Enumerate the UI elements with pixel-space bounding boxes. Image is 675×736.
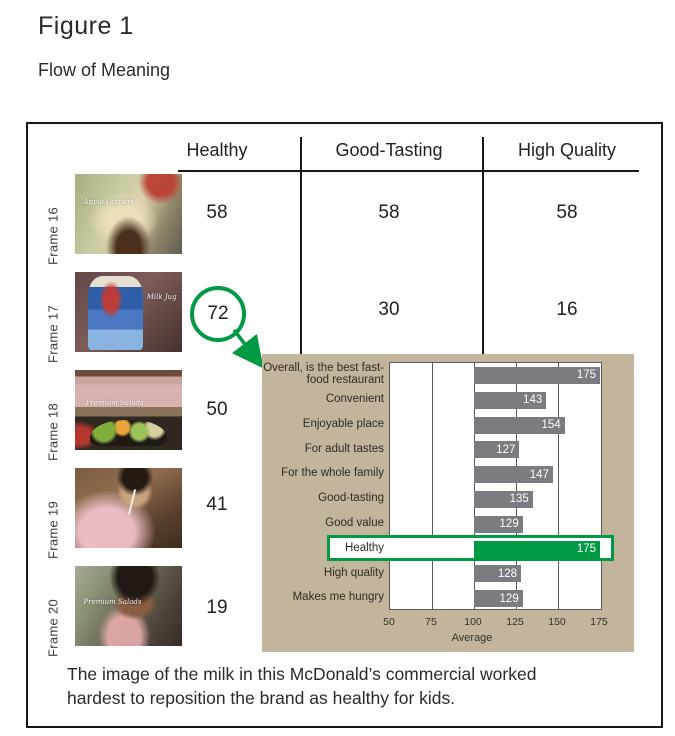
- photo-overlay-text: Premium Salads: [83, 598, 142, 606]
- header-underline: [178, 170, 639, 172]
- frame-label-18: Frame 18: [45, 402, 61, 462]
- caption-line-2: hardest to reposition the brand as healthy for kids.: [67, 688, 456, 708]
- frame-label-19: Frame 19: [45, 500, 61, 560]
- chart-bar-8: 128: [474, 565, 521, 582]
- cell-healthy-frame20: 19: [206, 597, 228, 618]
- photo-overlay-text: Milk Jug: [146, 292, 177, 301]
- chart-panel: [262, 354, 634, 652]
- chart-category-label-4: For the whole family: [281, 467, 384, 480]
- x-tick-125: 125: [506, 616, 524, 628]
- column-divider: [300, 137, 302, 354]
- cell-healthy-frame18: 50: [206, 399, 228, 420]
- chart-category-label-5: Good-tasting: [318, 492, 384, 505]
- column-header-high-quality: High Quality: [517, 140, 617, 160]
- chart-bar-4: 147: [474, 466, 553, 483]
- chart-category-label-0: Overall, is the best fast-food restaurant: [263, 361, 384, 387]
- frame-thumbnail-20: [75, 566, 182, 646]
- chart-bar-5: 135: [474, 491, 533, 508]
- cell-good-tasting-frame17: 30: [378, 299, 400, 320]
- frame-thumbnail-18: [75, 370, 182, 450]
- frame-thumbnail-17: [75, 272, 182, 352]
- frame-label-20: Frame 20: [45, 598, 61, 658]
- column-header-good-tasting: Good-Tasting: [335, 140, 443, 160]
- plot-area: [389, 362, 602, 610]
- caption-line-1: The image of the milk in this McDonald’s commercial worked: [67, 664, 537, 684]
- chart-category-label-7: Healthy: [345, 541, 384, 554]
- chart-category-label-9: Makes me hungry: [292, 591, 384, 604]
- x-tick-75: 75: [425, 616, 437, 628]
- photo-overlay-text: Apple Dippers: [83, 198, 135, 206]
- gridline-75: [432, 363, 433, 609]
- column-divider: [482, 137, 484, 354]
- photo-overlay-text: Premium Salads: [85, 398, 144, 407]
- x-tick-50: 50: [383, 616, 395, 628]
- salad-bowl: [90, 420, 167, 446]
- chart-bar-1: 143: [474, 392, 546, 409]
- chart-bar-7-highlighted: 175: [474, 541, 600, 558]
- chart-category-label-1: Convenient: [325, 392, 384, 405]
- chart-bar-3: 127: [474, 441, 519, 458]
- gridline-150: [558, 363, 559, 609]
- column-header-healthy: Healthy: [186, 140, 248, 160]
- cell-good-tasting-frame16: 58: [378, 202, 400, 223]
- chart-bar-9: 129: [474, 590, 523, 607]
- chart-bar-0: 175: [474, 367, 600, 384]
- cell-healthy-frame16: 58: [206, 202, 228, 223]
- frame-thumbnail-16: [75, 174, 182, 254]
- chart-category-label-3: For adult tastes: [304, 442, 384, 455]
- chart-category-label-2: Enjoyable place: [302, 417, 384, 430]
- figure-subtitle: Flow of Meaning: [38, 60, 171, 80]
- milk-jug-bottle: [88, 276, 144, 350]
- cell-high-quality-frame17: 16: [556, 299, 578, 320]
- circled-value: 72: [207, 303, 229, 324]
- cell-healthy-frame19: 41: [206, 494, 228, 515]
- cell-high-quality-frame16: 58: [556, 202, 578, 223]
- frame-label-17: Frame 17: [45, 304, 61, 364]
- figure-title: Figure 1: [38, 12, 134, 40]
- x-axis-title: Average: [451, 632, 493, 644]
- figure-box: [26, 122, 663, 728]
- chart-bar-2: 154: [474, 417, 565, 434]
- x-tick-175: 175: [590, 616, 608, 628]
- x-tick-100: 100: [464, 616, 482, 628]
- frame-label-16: Frame 16: [45, 206, 61, 266]
- chart-category-label-6: Good value: [325, 516, 384, 529]
- frame-thumbnail-19: [75, 468, 182, 548]
- chart-category-label-8: High quality: [323, 566, 384, 579]
- x-tick-150: 150: [548, 616, 566, 628]
- chart-bar-6: 129: [474, 516, 523, 533]
- straw: [128, 489, 136, 515]
